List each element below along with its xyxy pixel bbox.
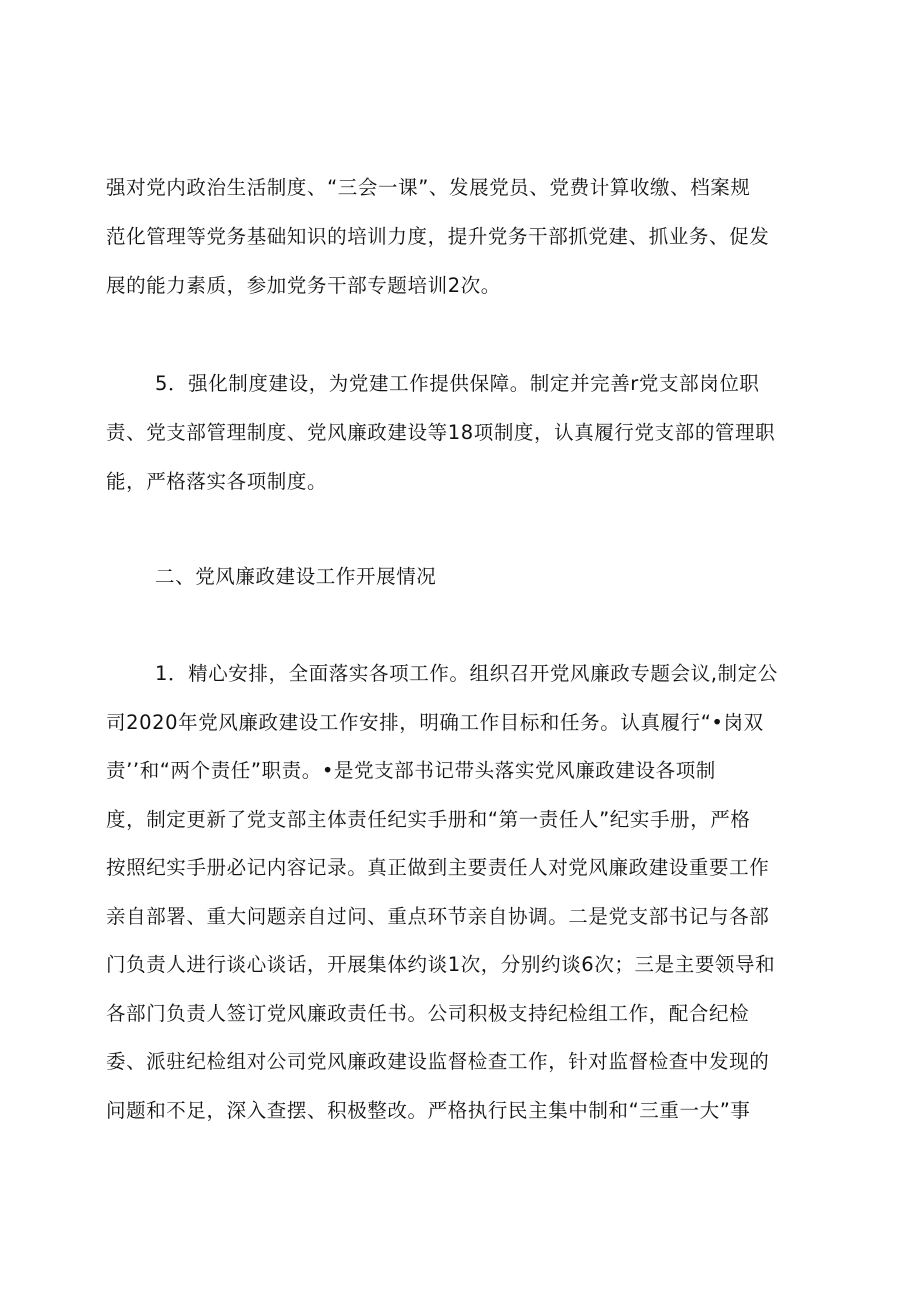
paragraph-line: 展的能力素质，参加党务干部专题培训2次。 (106, 274, 501, 297)
paragraph-line: 度，制定更新了党支部主体责任纪实手册和“第一责任人”纪实手册，严格 (106, 808, 751, 831)
paragraph-line: 司2020年党风廉政建设工作安排，明确工作目标和任务。认真履行“•岗双 (106, 711, 764, 734)
paragraph-line: 责、党支部管理制度、党风廉政建设等18项制度，认真履行党支部的管理职 (106, 421, 776, 444)
paragraph-line: 门负责人进行谈心谈话，开展集体约谈1次，分别约谈6次；三是主要领导和 (106, 953, 776, 976)
paragraph-line: 范化管理等党务基础知识的培训力度，提升党务干部抓党建、抓业务、促发 (106, 225, 770, 248)
paragraph-line: 5．强化制度建设，为党建工作提供保障。制定并完善r党支部岗位职 (155, 372, 760, 395)
paragraph-line: 问题和不足，深入查摆、积极整改。严格执行民主集中制和“三重一大”事 (106, 1099, 751, 1122)
paragraph-line: 能，严格落实各项制度。 (106, 470, 328, 493)
paragraph-line: 委、派驻纪检组对公司党风廉政建设监督检查工作，针对监督检查中发现的 (106, 1050, 770, 1073)
paragraph-line: 强对党内政治生活制度、“三会一课”、发展党员、党费计算收缴、档案规 (106, 176, 751, 199)
paragraph-line: 1．精心安排，全面落实各项工作。组织召开党风廉政专题会议,制定公 (155, 662, 778, 685)
section-heading: 二、党风廉政建设工作开展情况 (155, 565, 437, 588)
paragraph-line: 亲自部署、重大问题亲自过问、重点环节亲自协调。二是党支部书记与各部 (106, 905, 770, 928)
paragraph-line: 责’’和“两个责任”职责。•是党支部书记带头落实党风廉政建设各项制 (106, 759, 716, 782)
paragraph-line: 按照纪实手册必记内容记录。真正做到主要责任人对党风廉政建设重要工作 (106, 856, 770, 879)
paragraph-line: 各部门负责人签订党风廉政责任书。公司积极支持纪检组工作，配合纪检 (106, 1002, 750, 1025)
